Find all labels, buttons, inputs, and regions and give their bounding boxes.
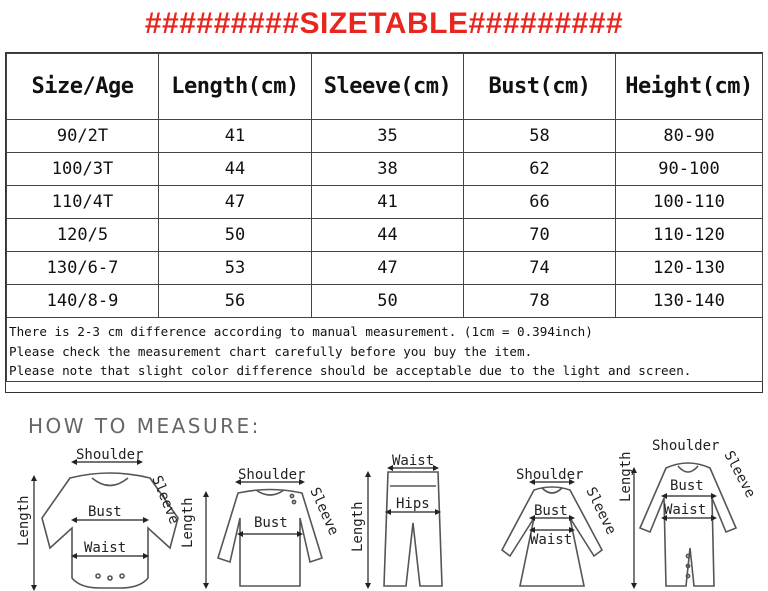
label-shoulder: Shoulder xyxy=(76,447,144,463)
label-shoulder: Shoulder xyxy=(516,467,584,483)
label-shoulder: Shoulder xyxy=(238,467,306,483)
label-bust: Bust xyxy=(670,478,704,494)
table-row xyxy=(7,252,763,285)
header-bust: Bust(cm) xyxy=(464,54,616,120)
cell-height: 130-140 xyxy=(616,285,763,318)
cell-length: 41 xyxy=(159,120,312,153)
label-length: Length xyxy=(350,501,366,552)
table-row xyxy=(7,153,763,186)
cell-bust: 58 xyxy=(464,120,616,153)
label-bust: Bust xyxy=(534,503,568,519)
cell-size: 120/5 xyxy=(7,219,159,252)
table-row xyxy=(7,285,763,318)
label-length: Length xyxy=(16,495,32,546)
note-line: Please note that slight color difference should be acceptable due to the light and screen. xyxy=(9,363,692,378)
label-sleeve: Sleeve xyxy=(306,485,342,538)
note-line: There is 2-3 cm difference according to manual measurement. (1cm = 0.394inch) xyxy=(9,324,593,339)
notes-row xyxy=(7,318,763,382)
table-row xyxy=(7,120,763,153)
label-waist: Waist xyxy=(530,532,573,548)
cell-size: 100/3T xyxy=(7,153,159,186)
cell-sleeve: 44 xyxy=(312,219,464,252)
header-sleeve: Sleeve(cm) xyxy=(312,54,464,120)
label-waist: Waist xyxy=(392,453,435,469)
label-hips: Hips xyxy=(396,496,430,512)
cell-sleeve: 35 xyxy=(312,120,464,153)
cell-bust: 74 xyxy=(464,252,616,285)
cell-size: 130/6-7 xyxy=(7,252,159,285)
cell-length: 50 xyxy=(159,219,312,252)
cell-height: 100-110 xyxy=(616,186,763,219)
cell-bust: 62 xyxy=(464,153,616,186)
header-height: Height(cm) xyxy=(616,54,763,120)
pants-diagram xyxy=(384,472,442,586)
cell-height: 80-90 xyxy=(616,120,763,153)
cell-sleeve: 47 xyxy=(312,252,464,285)
cell-bust: 66 xyxy=(464,186,616,219)
cell-sleeve: 38 xyxy=(312,153,464,186)
cell-height: 120-130 xyxy=(616,252,763,285)
label-sleeve: Sleeve xyxy=(582,484,619,538)
cell-length: 44 xyxy=(159,153,312,186)
how-to-measure-title: HOW TO MEASURE: xyxy=(28,414,261,438)
shirt-diagram xyxy=(218,490,322,587)
cell-size: 140/8-9 xyxy=(7,285,159,318)
label-waist: Waist xyxy=(84,540,127,556)
cell-bust: 70 xyxy=(464,219,616,252)
cell-bust: 78 xyxy=(464,285,616,318)
cell-length: 47 xyxy=(159,186,312,219)
cell-length: 56 xyxy=(159,285,312,318)
cell-size: 110/4T xyxy=(7,186,159,219)
header-length: Length(cm) xyxy=(159,54,312,120)
size-table-title: #########SIZETABLE######### xyxy=(144,7,624,40)
label-sleeve: Sleeve xyxy=(148,473,183,527)
note-line: Please check the measurement chart carefully before you buy the item. xyxy=(9,343,533,359)
cell-sleeve: 41 xyxy=(312,186,464,219)
label-bust: Bust xyxy=(88,504,122,520)
cell-height: 90-100 xyxy=(616,153,763,186)
size-table xyxy=(5,52,763,393)
header-size-age: Size/Age xyxy=(7,54,159,120)
cell-sleeve: 50 xyxy=(312,285,464,318)
label-sleeve: Sleeve xyxy=(720,448,759,501)
measurement-notes xyxy=(7,318,762,381)
measure-diagrams xyxy=(0,438,768,591)
label-bust: Bust xyxy=(254,515,288,531)
cell-length: 53 xyxy=(159,252,312,285)
cell-size: 90/2T xyxy=(7,120,159,153)
cell-height: 110-120 xyxy=(616,219,763,252)
label-shoulder: Shoulder xyxy=(652,438,720,454)
table-header-row xyxy=(7,54,763,120)
label-waist: Waist xyxy=(664,502,707,518)
label-length: Length xyxy=(180,497,196,548)
table-row xyxy=(7,186,763,219)
table-row xyxy=(7,219,763,252)
label-length: Length xyxy=(618,451,634,502)
